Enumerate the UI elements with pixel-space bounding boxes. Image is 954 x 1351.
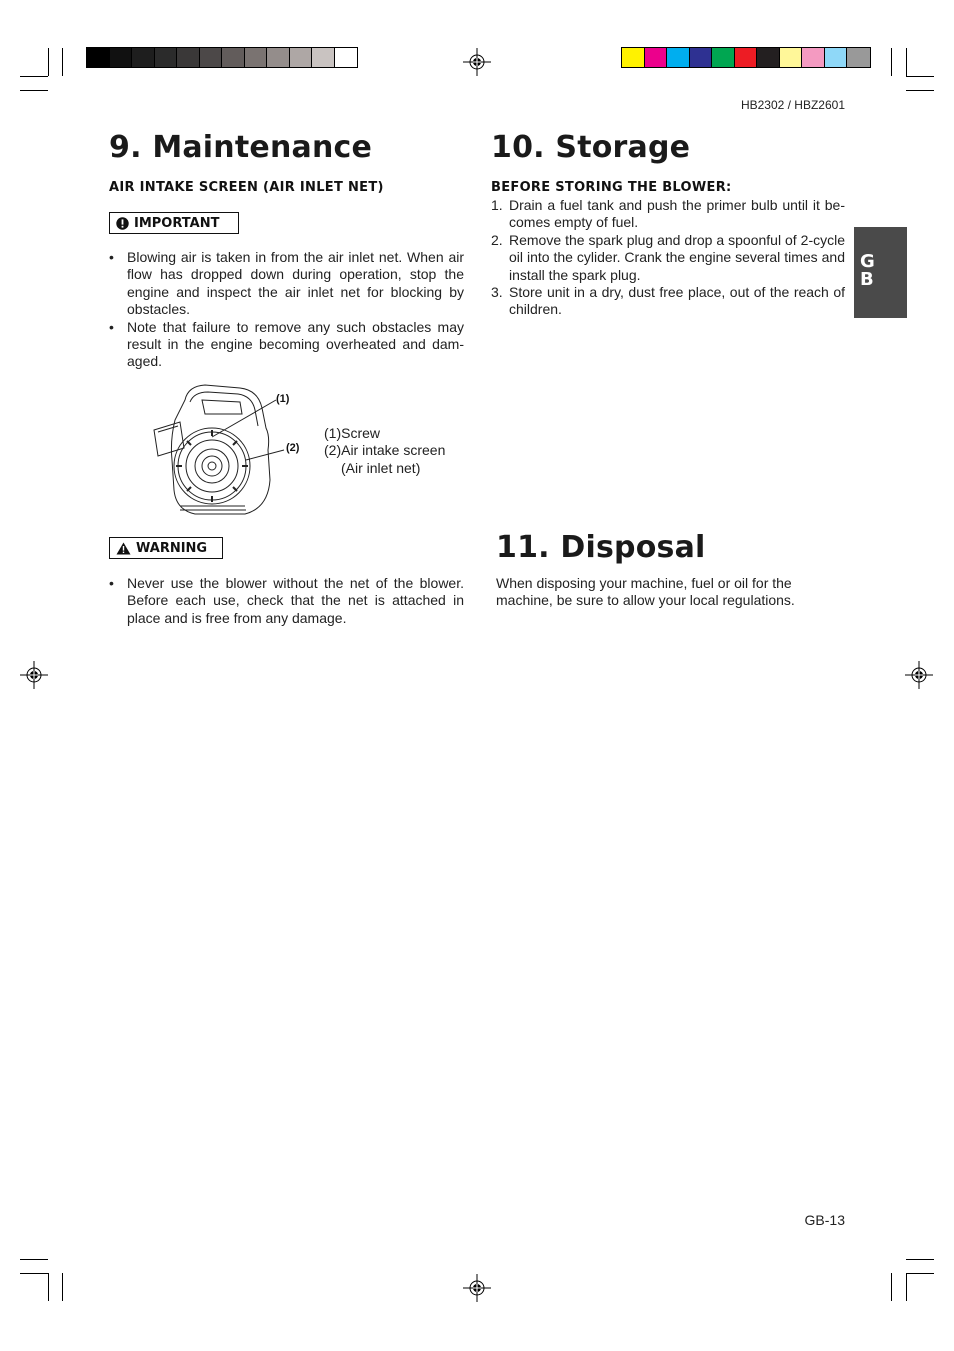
color-swatch — [267, 48, 290, 67]
step-text: Remove the spark plug and drop a spoonful of 2-cycle oil into the cylider. Crank the engine several times and install the spark plug. — [509, 231, 845, 283]
color-swatch — [825, 48, 848, 67]
registration-mark-top-icon — [462, 47, 492, 77]
important-label: IMPORTANT — [134, 215, 220, 231]
storage-step-list — [491, 197, 845, 319]
step-number: 3. — [491, 284, 503, 301]
color-swatch — [200, 48, 223, 67]
color-swatch — [690, 48, 713, 67]
color-swatch — [312, 48, 335, 67]
language-tab-line1: G — [860, 251, 875, 272]
color-swatch — [712, 48, 735, 67]
registration-mark-right-icon — [904, 660, 934, 690]
maintenance-bullet-list — [109, 249, 464, 371]
disposal-title: 11. Disposal — [496, 530, 706, 565]
color-swatch — [110, 48, 133, 67]
list-item: • Blowing air is taken in from the air inlet net. When air flow has dropped down during operation, stop the engine and inspect the air inlet net for blocking by obstacles. — [109, 249, 464, 319]
color-swatch — [847, 48, 870, 67]
grayscale-color-bar — [86, 47, 358, 68]
color-swatch — [245, 48, 268, 67]
step-text: Store unit in a dry, dust free place, out of the reach of children. — [509, 284, 845, 318]
legend-item-air-intake-screen: (2)Air intake screen — [324, 442, 446, 459]
step-number: 1. — [491, 197, 503, 213]
color-swatch — [177, 48, 200, 67]
color-swatch — [155, 48, 178, 67]
storage-subtitle: BEFORE STORING THE BLOWER: — [491, 180, 732, 195]
registration-mark-left-icon — [19, 660, 49, 690]
list-item: • Never use the blower without the net of the blower. Before each use, check that the net is attached in place and is free from any damage. — [109, 575, 464, 627]
figure-callout-1: (1) — [276, 393, 290, 405]
color-swatch — [735, 48, 758, 67]
color-swatch — [667, 48, 690, 67]
warning-label: WARNING — [136, 540, 208, 556]
important-callout — [109, 212, 239, 234]
storage-title: 10. Storage — [491, 130, 691, 165]
color-swatch — [802, 48, 825, 67]
disposal-text: When disposing your machine, fuel or oil for the machine, be sure to allow your local regulations. — [496, 575, 795, 609]
color-swatch — [780, 48, 803, 67]
list-item: • Note that failure to remove any such obstacles may result in the engine becoming overheated and dam-aged. — [109, 319, 464, 371]
language-tab-line2: B — [860, 269, 874, 290]
color-swatch — [222, 48, 245, 67]
language-tab — [854, 227, 907, 318]
step-text: Drain a fuel tank and push the primer bulb until it be-comes empty of fuel. — [509, 197, 845, 231]
color-swatch — [622, 48, 645, 67]
color-swatch — [335, 48, 358, 67]
process-color-bar — [621, 47, 871, 68]
page-number: GB-13 — [804, 1212, 845, 1228]
important-icon — [116, 217, 129, 230]
maintenance-title: 9. Maintenance — [109, 130, 373, 165]
color-swatch — [87, 48, 110, 67]
list-item — [491, 232, 845, 284]
warning-triangle-icon — [116, 542, 131, 555]
warning-bullet-list — [109, 575, 464, 627]
maintenance-subtitle: AIR INTAKE SCREEN (AIR INLET NET) — [109, 180, 384, 195]
color-swatch — [132, 48, 155, 67]
color-swatch — [290, 48, 313, 67]
legend-item-screw: (1)Screw — [324, 425, 381, 441]
list-item — [491, 284, 845, 319]
step-number: 2. — [491, 231, 503, 248]
legend-item-air-inlet-net: (Air inlet net) — [341, 459, 421, 476]
figure-legend — [324, 425, 445, 477]
registration-mark-bottom-icon — [462, 1273, 492, 1303]
model-number: HB2302 / HBZ2601 — [740, 98, 845, 112]
figure-callout-2: (2) — [286, 442, 300, 454]
color-swatch — [757, 48, 780, 67]
color-swatch — [645, 48, 668, 67]
warning-callout — [109, 537, 223, 559]
list-item — [491, 197, 845, 232]
